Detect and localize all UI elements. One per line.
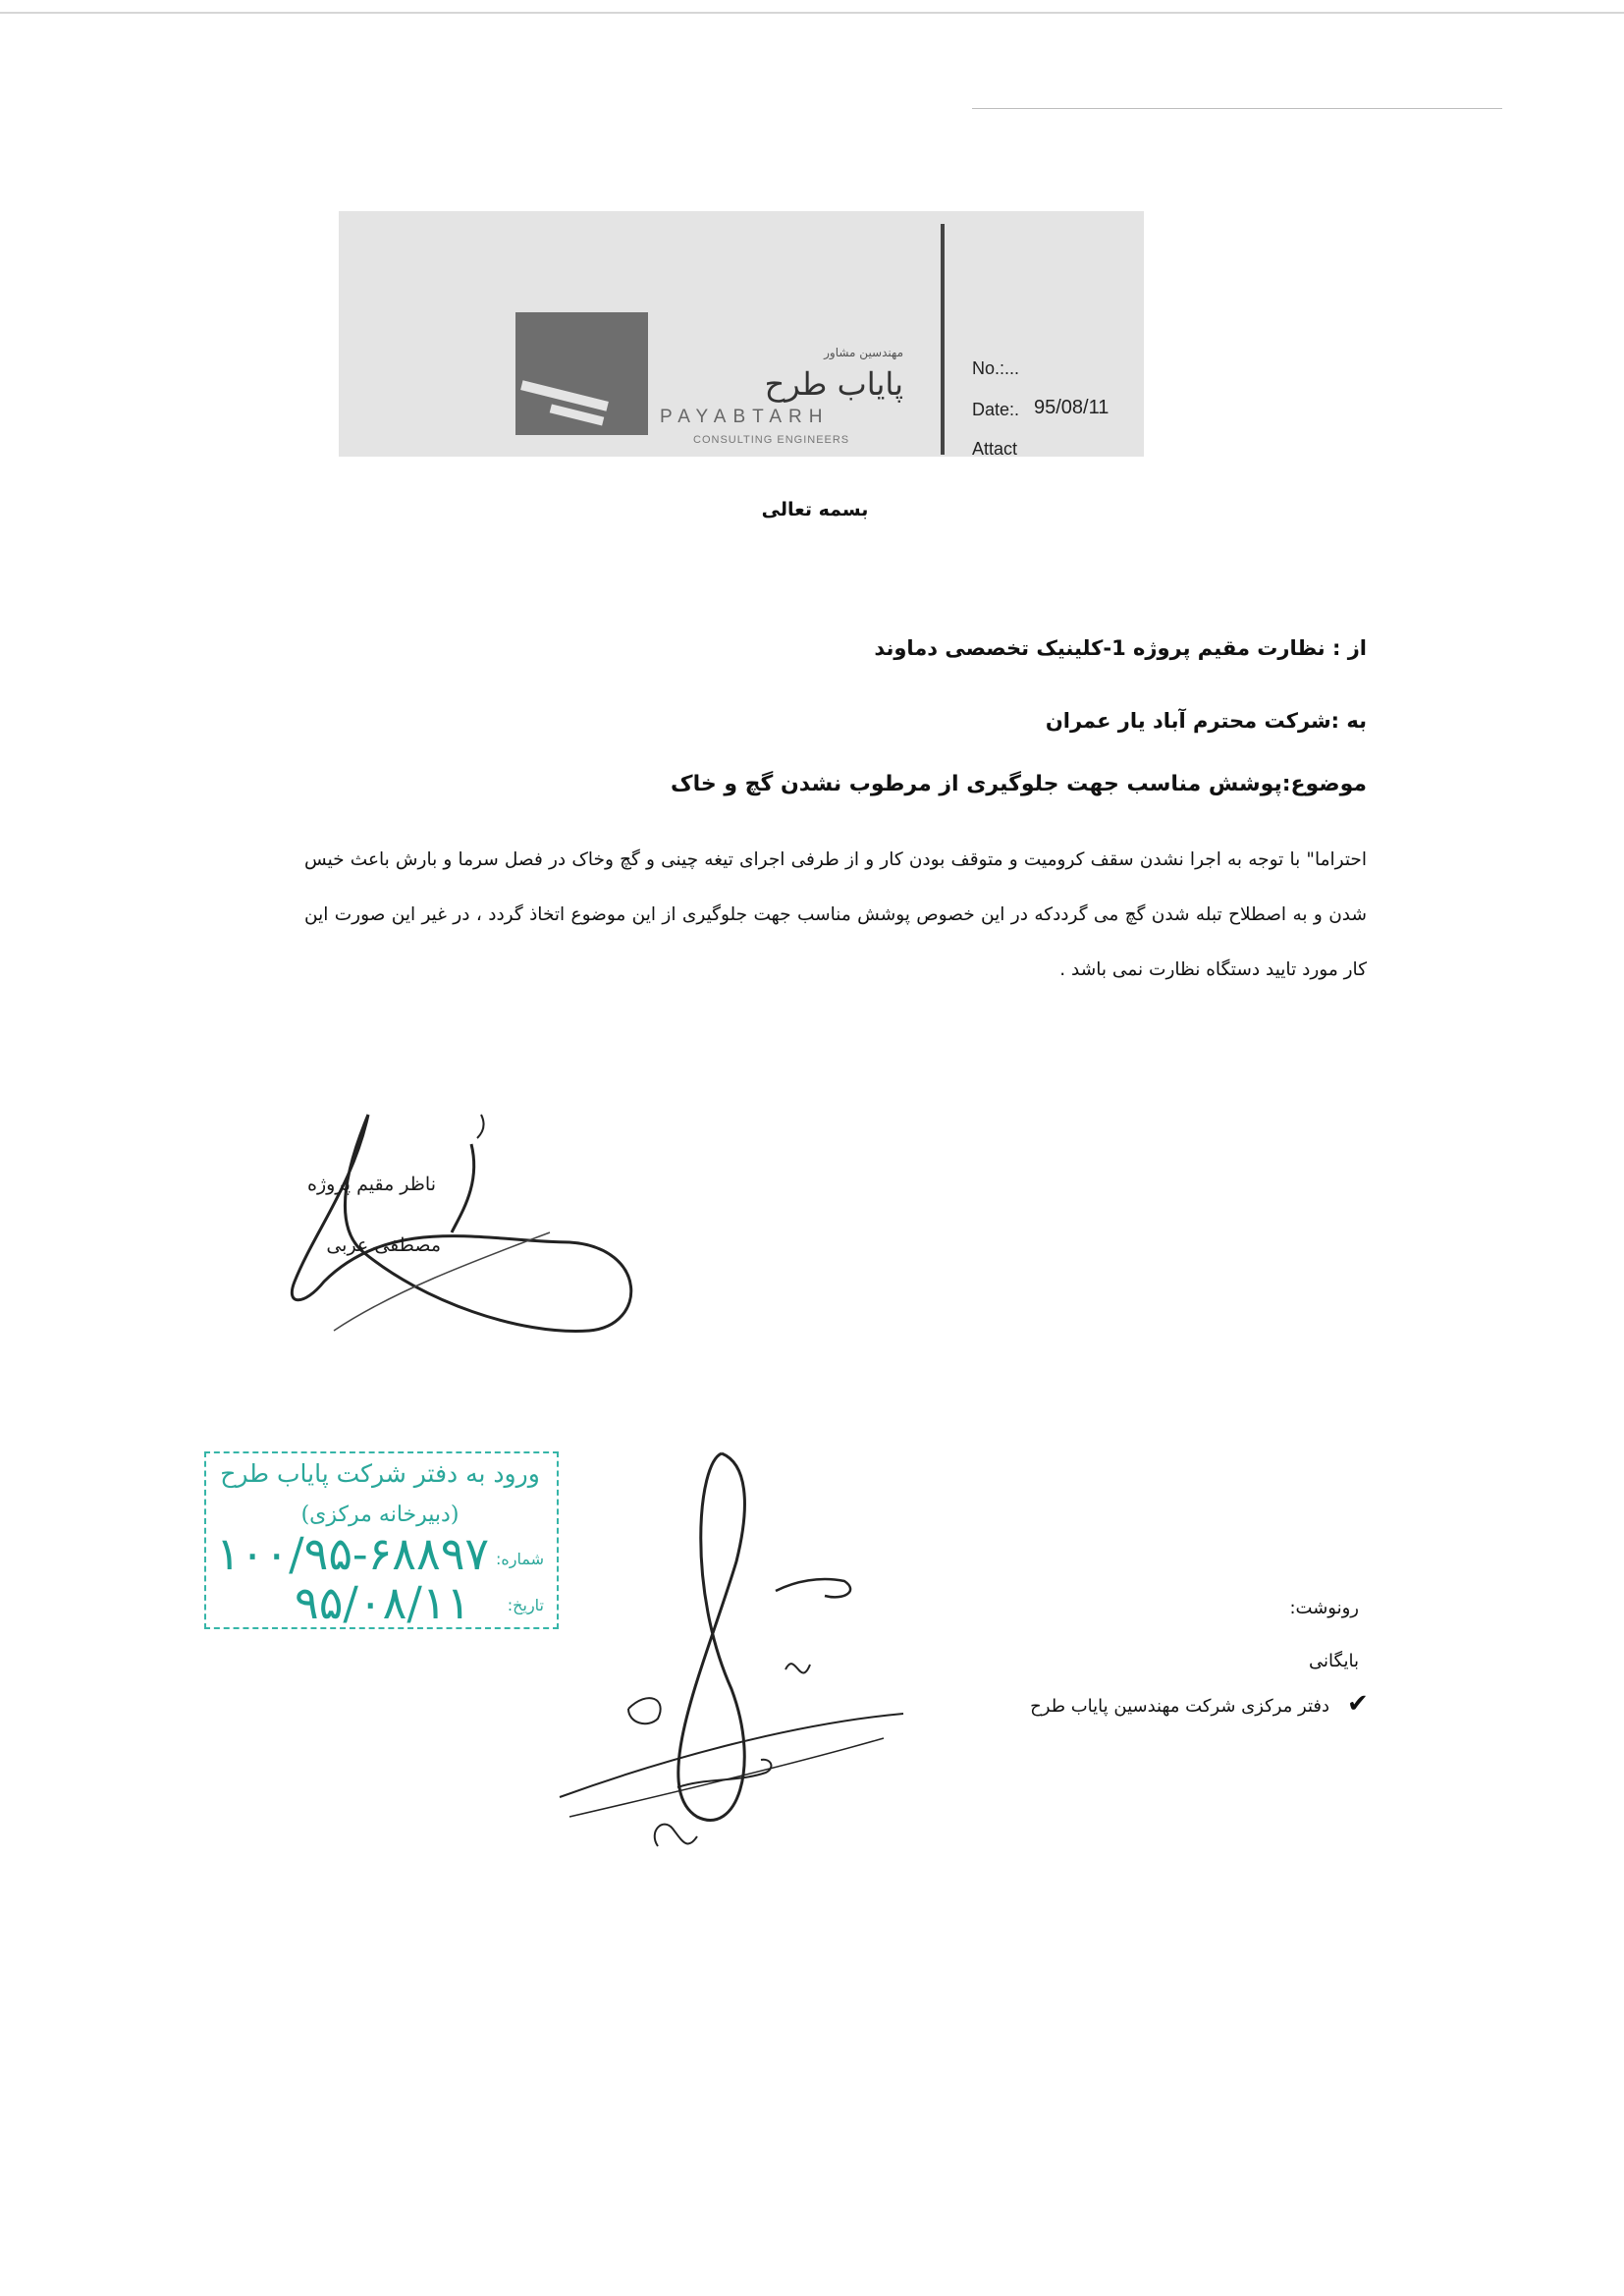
letterhead-divider <box>941 224 945 455</box>
signature-scribble-2 <box>550 1444 933 1876</box>
cc-item-archive: بایگانی <box>1309 1651 1359 1671</box>
cc-title: رونوشت: <box>1289 1598 1359 1618</box>
attachment-label: Attact <box>972 439 1018 459</box>
logo-tagline: CONSULTING ENGINEERS <box>693 434 850 446</box>
to-line: به :شرکت محترم آباد یار عمران <box>1045 709 1367 733</box>
from-line: از : نظارت مقیم پروژه 1-کلینیک تخصصی دماوند <box>874 636 1367 660</box>
stamp-date-value: ۹۵/۰۸/۱۱ <box>295 1576 471 1629</box>
subject-line: موضوع:پوشش مناسب جهت جلوگیری از مرطوب نشدن گچ و خاک <box>671 772 1367 796</box>
supervisor-title: ناظر مقیم پروژه <box>306 1174 436 1195</box>
stamp-title: ورود به دفتر شرکت پایاب طرح <box>220 1459 540 1488</box>
checkmark-icon: ✔ <box>1347 1689 1369 1719</box>
stamp-number-value: ۱۰۰/۹۵-۶۸۸۹۷ <box>216 1527 490 1580</box>
basmala-heading: بسمه تعالی <box>761 499 869 520</box>
date-label: Date:. <box>972 400 1020 419</box>
signature-scribble-1 <box>275 1095 648 1340</box>
cc-item-head-office: دفتر مرکزی شرکت مهندسین پایاب طرح <box>1030 1696 1329 1717</box>
logo-subtitle: مهندسین مشاور <box>824 346 903 359</box>
letter-body: احتراما" با توجه به اجرا نشدن سقف کرومیت و متوقف بودن کار و از طرفی اجرای تیغه چینی و گچ وخاک در فصل سرما و بارش باعث خیس شدن و به اصطلاح تبله شدن گچ می گرددکه در این خصوص پوشش مناسب جهت جلوگیری از این موضوع اتخاذ گردد ، در غیر این صورت این کار مورد تایید دستگاه نظارت نمی باشد . <box>304 849 1367 980</box>
stamp-number-label: شماره: <box>495 1550 544 1568</box>
logo-name-fa: پایاب طرح <box>764 365 903 403</box>
logo-name-en: PAYABTARH <box>660 407 830 427</box>
number-label: No.:... <box>972 358 1020 378</box>
stamp-subtitle: (دبیرخانه مرکزی) <box>300 1503 460 1527</box>
scan-top-rule <box>0 12 1624 14</box>
date-value: 95/08/11 <box>1034 397 1110 418</box>
supervisor-name: مصطفی عربی <box>326 1234 441 1256</box>
scan-header-rule <box>972 108 1502 109</box>
stamp-date-label: تاریخ: <box>507 1596 544 1614</box>
